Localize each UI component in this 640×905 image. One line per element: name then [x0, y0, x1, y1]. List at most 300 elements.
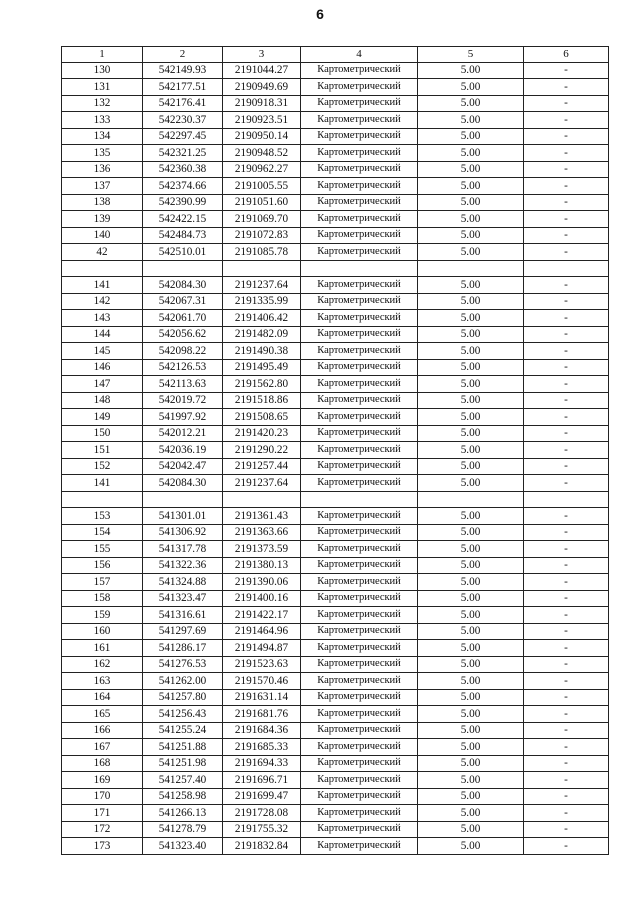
x-coordinate-cell: 542374.66 [143, 178, 223, 195]
accuracy-cell: 5.00 [418, 277, 524, 294]
point-number-cell: 140 [62, 227, 143, 244]
method-cell: Картометрический [301, 277, 418, 294]
table-row [62, 524, 609, 541]
method-cell: Картометрический [301, 161, 418, 178]
y-coordinate-cell: 2191422.17 [223, 607, 301, 624]
table-row [62, 821, 609, 838]
x-coordinate-cell: 542321.25 [143, 145, 223, 162]
x-coordinate-cell: 541317.78 [143, 541, 223, 558]
x-coordinate-cell: 542067.31 [143, 293, 223, 310]
method-cell: Картометрический [301, 772, 418, 789]
y-coordinate-cell: 2191237.64 [223, 277, 301, 294]
table-row [62, 755, 609, 772]
y-coordinate-cell: 2191464.96 [223, 623, 301, 640]
description-cell: - [524, 838, 609, 855]
table-row [62, 574, 609, 591]
method-cell: Картометрический [301, 623, 418, 640]
table-row [62, 359, 609, 376]
table-row [62, 458, 609, 475]
description-cell: - [524, 359, 609, 376]
method-cell: Картометрический [301, 475, 418, 492]
table-row [62, 656, 609, 673]
point-number-cell: 171 [62, 805, 143, 822]
method-cell: Картометрический [301, 541, 418, 558]
y-coordinate-cell: 2190923.51 [223, 112, 301, 129]
accuracy-cell: 5.00 [418, 178, 524, 195]
point-number-cell: 135 [62, 145, 143, 162]
accuracy-cell: 5.00 [418, 508, 524, 525]
accuracy-cell [418, 260, 524, 277]
y-coordinate-cell: 2191631.14 [223, 689, 301, 706]
point-number-cell: 141 [62, 277, 143, 294]
y-coordinate-cell: 2191406.42 [223, 310, 301, 327]
method-cell: Картометрический [301, 656, 418, 673]
table-row [62, 623, 609, 640]
y-coordinate-cell [223, 491, 301, 508]
x-coordinate-cell: 541266.13 [143, 805, 223, 822]
x-coordinate-cell: 541323.47 [143, 590, 223, 607]
x-coordinate-cell: 541256.43 [143, 706, 223, 723]
method-cell: Картометрический [301, 62, 418, 79]
description-cell [524, 260, 609, 277]
x-coordinate-cell [143, 260, 223, 277]
y-coordinate-cell: 2191390.06 [223, 574, 301, 591]
accuracy-cell: 5.00 [418, 359, 524, 376]
y-coordinate-cell: 2191684.36 [223, 722, 301, 739]
table-row [62, 62, 609, 79]
point-number-cell: 157 [62, 574, 143, 591]
point-number-cell: 162 [62, 656, 143, 673]
description-cell: - [524, 623, 609, 640]
y-coordinate-cell: 2190918.31 [223, 95, 301, 112]
accuracy-cell: 5.00 [418, 623, 524, 640]
description-cell: - [524, 178, 609, 195]
y-coordinate-cell: 2191380.13 [223, 557, 301, 574]
accuracy-cell: 5.00 [418, 838, 524, 855]
point-number-cell: 141 [62, 475, 143, 492]
method-cell: Картометрический [301, 112, 418, 129]
point-number-cell: 152 [62, 458, 143, 475]
x-coordinate-cell: 542297.45 [143, 128, 223, 145]
x-coordinate-cell: 541997.92 [143, 409, 223, 426]
accuracy-cell: 5.00 [418, 244, 524, 261]
point-number-cell: 156 [62, 557, 143, 574]
table-row [62, 392, 609, 409]
point-number-cell: 137 [62, 178, 143, 195]
x-coordinate-cell: 541257.80 [143, 689, 223, 706]
point-number-cell: 142 [62, 293, 143, 310]
y-coordinate-cell: 2191290.22 [223, 442, 301, 459]
method-cell: Картометрический [301, 409, 418, 426]
description-cell: - [524, 755, 609, 772]
table-row [62, 161, 609, 178]
description-cell: - [524, 376, 609, 393]
table-row [62, 491, 609, 508]
table-row [62, 326, 609, 343]
accuracy-cell [418, 491, 524, 508]
point-number-cell: 134 [62, 128, 143, 145]
description-cell: - [524, 425, 609, 442]
y-coordinate-cell: 2191072.83 [223, 227, 301, 244]
x-coordinate-cell: 542042.47 [143, 458, 223, 475]
description-cell: - [524, 343, 609, 360]
x-coordinate-cell: 542176.41 [143, 95, 223, 112]
x-coordinate-cell: 542012.21 [143, 425, 223, 442]
x-coordinate-cell: 541316.61 [143, 607, 223, 624]
table-row [62, 260, 609, 277]
y-coordinate-cell: 2191495.49 [223, 359, 301, 376]
x-coordinate-cell: 542036.19 [143, 442, 223, 459]
accuracy-cell: 5.00 [418, 524, 524, 541]
y-coordinate-cell: 2191494.87 [223, 640, 301, 657]
method-cell: Картометрический [301, 607, 418, 624]
header-cell-3: 3 [223, 47, 301, 63]
point-number-cell: 133 [62, 112, 143, 129]
description-cell: - [524, 656, 609, 673]
description-cell: - [524, 211, 609, 228]
point-number-cell: 166 [62, 722, 143, 739]
accuracy-cell: 5.00 [418, 788, 524, 805]
description-cell: - [524, 409, 609, 426]
table-row [62, 409, 609, 426]
x-coordinate-cell: 542390.99 [143, 194, 223, 211]
x-coordinate-cell: 542061.70 [143, 310, 223, 327]
accuracy-cell: 5.00 [418, 475, 524, 492]
point-number-cell: 154 [62, 524, 143, 541]
x-coordinate-cell: 541323.40 [143, 838, 223, 855]
description-cell: - [524, 574, 609, 591]
point-number-cell: 148 [62, 392, 143, 409]
description-cell: - [524, 689, 609, 706]
x-coordinate-cell: 541322.36 [143, 557, 223, 574]
description-cell: - [524, 62, 609, 79]
table-row [62, 145, 609, 162]
header-cell-2: 2 [143, 47, 223, 63]
x-coordinate-cell: 541324.88 [143, 574, 223, 591]
description-cell: - [524, 640, 609, 657]
table-row [62, 95, 609, 112]
table-row [62, 310, 609, 327]
accuracy-cell: 5.00 [418, 310, 524, 327]
accuracy-cell: 5.00 [418, 128, 524, 145]
accuracy-cell: 5.00 [418, 293, 524, 310]
point-number-cell: 132 [62, 95, 143, 112]
accuracy-cell: 5.00 [418, 673, 524, 690]
description-cell: - [524, 673, 609, 690]
description-cell: - [524, 706, 609, 723]
description-cell: - [524, 458, 609, 475]
description-cell: - [524, 128, 609, 145]
accuracy-cell: 5.00 [418, 161, 524, 178]
point-number-cell: 167 [62, 739, 143, 756]
point-number-cell: 164 [62, 689, 143, 706]
accuracy-cell: 5.00 [418, 541, 524, 558]
accuracy-cell: 5.00 [418, 326, 524, 343]
table-row [62, 557, 609, 574]
x-coordinate-cell: 542056.62 [143, 326, 223, 343]
table-row [62, 227, 609, 244]
description-cell: - [524, 508, 609, 525]
x-coordinate-cell: 541257.40 [143, 772, 223, 789]
x-coordinate-cell: 542126.53 [143, 359, 223, 376]
accuracy-cell: 5.00 [418, 145, 524, 162]
y-coordinate-cell: 2191694.33 [223, 755, 301, 772]
method-cell: Картометрический [301, 739, 418, 756]
point-number-cell: 130 [62, 62, 143, 79]
description-cell: - [524, 293, 609, 310]
point-number-cell: 138 [62, 194, 143, 211]
x-coordinate-cell: 541258.98 [143, 788, 223, 805]
x-coordinate-cell: 541301.01 [143, 508, 223, 525]
point-number-cell: 165 [62, 706, 143, 723]
description-cell: - [524, 475, 609, 492]
description-cell: - [524, 326, 609, 343]
table-row [62, 442, 609, 459]
x-coordinate-cell: 542230.37 [143, 112, 223, 129]
accuracy-cell: 5.00 [418, 425, 524, 442]
page-number: 6 [316, 6, 324, 22]
x-coordinate-cell: 542084.30 [143, 277, 223, 294]
table-row [62, 376, 609, 393]
method-cell [301, 491, 418, 508]
y-coordinate-cell: 2191523.63 [223, 656, 301, 673]
y-coordinate-cell: 2191728.08 [223, 805, 301, 822]
method-cell: Картометрический [301, 590, 418, 607]
point-number-cell: 160 [62, 623, 143, 640]
accuracy-cell: 5.00 [418, 442, 524, 459]
point-number-cell: 143 [62, 310, 143, 327]
y-coordinate-cell: 2190950.14 [223, 128, 301, 145]
description-cell: - [524, 722, 609, 739]
point-number-cell [62, 260, 143, 277]
table-row [62, 128, 609, 145]
y-coordinate-cell: 2191420.23 [223, 425, 301, 442]
accuracy-cell: 5.00 [418, 458, 524, 475]
y-coordinate-cell: 2191237.64 [223, 475, 301, 492]
y-coordinate-cell: 2191562.80 [223, 376, 301, 393]
description-cell: - [524, 194, 609, 211]
method-cell: Картометрический [301, 359, 418, 376]
point-number-cell: 163 [62, 673, 143, 690]
y-coordinate-cell: 2191363.66 [223, 524, 301, 541]
y-coordinate-cell: 2191005.55 [223, 178, 301, 195]
point-number-cell: 139 [62, 211, 143, 228]
point-number-cell: 170 [62, 788, 143, 805]
point-number-cell: 159 [62, 607, 143, 624]
description-cell: - [524, 442, 609, 459]
method-cell: Картометрический [301, 425, 418, 442]
point-number-cell: 136 [62, 161, 143, 178]
x-coordinate-cell: 541262.00 [143, 673, 223, 690]
table-row [62, 590, 609, 607]
x-coordinate-cell: 542177.51 [143, 79, 223, 96]
point-number-cell: 168 [62, 755, 143, 772]
method-cell: Картометрический [301, 838, 418, 855]
table-row [62, 293, 609, 310]
description-cell: - [524, 79, 609, 96]
description-cell: - [524, 227, 609, 244]
accuracy-cell: 5.00 [418, 392, 524, 409]
x-coordinate-cell: 542510.01 [143, 244, 223, 261]
accuracy-cell: 5.00 [418, 607, 524, 624]
x-coordinate-cell: 542422.15 [143, 211, 223, 228]
accuracy-cell: 5.00 [418, 376, 524, 393]
accuracy-cell: 5.00 [418, 739, 524, 756]
y-coordinate-cell: 2191373.59 [223, 541, 301, 558]
description-cell: - [524, 557, 609, 574]
x-coordinate-cell: 542360.38 [143, 161, 223, 178]
x-coordinate-cell: 541297.69 [143, 623, 223, 640]
x-coordinate-cell: 542019.72 [143, 392, 223, 409]
method-cell: Картометрический [301, 79, 418, 96]
point-number-cell: 131 [62, 79, 143, 96]
x-coordinate-cell: 541276.53 [143, 656, 223, 673]
x-coordinate-cell: 541251.98 [143, 755, 223, 772]
point-number-cell: 42 [62, 244, 143, 261]
description-cell: - [524, 805, 609, 822]
table-row [62, 607, 609, 624]
method-cell: Картометрический [301, 326, 418, 343]
y-coordinate-cell: 2191400.16 [223, 590, 301, 607]
method-cell: Картометрический [301, 673, 418, 690]
method-cell: Картометрический [301, 805, 418, 822]
accuracy-cell: 5.00 [418, 112, 524, 129]
x-coordinate-cell: 542484.73 [143, 227, 223, 244]
accuracy-cell: 5.00 [418, 772, 524, 789]
accuracy-cell: 5.00 [418, 227, 524, 244]
header-cell-4: 4 [301, 47, 418, 63]
point-number-cell: 153 [62, 508, 143, 525]
y-coordinate-cell: 2191257.44 [223, 458, 301, 475]
table-row [62, 541, 609, 558]
method-cell: Картометрический [301, 178, 418, 195]
table-header [62, 47, 609, 63]
header-cell-5: 5 [418, 47, 524, 63]
method-cell: Картометрический [301, 508, 418, 525]
accuracy-cell: 5.00 [418, 805, 524, 822]
header-cell-1: 1 [62, 47, 143, 63]
accuracy-cell: 5.00 [418, 722, 524, 739]
method-cell: Картометрический [301, 392, 418, 409]
accuracy-cell: 5.00 [418, 821, 524, 838]
table-row [62, 194, 609, 211]
description-cell: - [524, 590, 609, 607]
x-coordinate-cell: 542113.63 [143, 376, 223, 393]
table-row [62, 838, 609, 855]
accuracy-cell: 5.00 [418, 343, 524, 360]
method-cell: Картометрический [301, 788, 418, 805]
description-cell: - [524, 161, 609, 178]
description-cell: - [524, 145, 609, 162]
method-cell: Картометрический [301, 755, 418, 772]
y-coordinate-cell: 2190948.52 [223, 145, 301, 162]
point-number-cell: 151 [62, 442, 143, 459]
x-coordinate-cell: 541255.24 [143, 722, 223, 739]
y-coordinate-cell: 2191570.46 [223, 673, 301, 690]
point-number-cell: 150 [62, 425, 143, 442]
y-coordinate-cell: 2191335.99 [223, 293, 301, 310]
table-row [62, 79, 609, 96]
y-coordinate-cell: 2190962.27 [223, 161, 301, 178]
y-coordinate-cell [223, 260, 301, 277]
accuracy-cell: 5.00 [418, 409, 524, 426]
accuracy-cell: 5.00 [418, 194, 524, 211]
point-number-cell: 158 [62, 590, 143, 607]
table-row [62, 689, 609, 706]
x-coordinate-cell: 542149.93 [143, 62, 223, 79]
point-number-cell: 149 [62, 409, 143, 426]
table-row [62, 739, 609, 756]
table-row [62, 673, 609, 690]
point-number-cell: 169 [62, 772, 143, 789]
y-coordinate-cell: 2191069.70 [223, 211, 301, 228]
description-cell: - [524, 524, 609, 541]
method-cell: Картометрический [301, 244, 418, 261]
accuracy-cell: 5.00 [418, 79, 524, 96]
table-row [62, 772, 609, 789]
y-coordinate-cell: 2191685.33 [223, 739, 301, 756]
x-coordinate-cell: 541278.79 [143, 821, 223, 838]
accuracy-cell: 5.00 [418, 590, 524, 607]
point-number-cell: 146 [62, 359, 143, 376]
table-row [62, 706, 609, 723]
description-cell: - [524, 244, 609, 261]
method-cell: Картометрический [301, 722, 418, 739]
description-cell: - [524, 788, 609, 805]
y-coordinate-cell: 2190949.69 [223, 79, 301, 96]
point-number-cell [62, 491, 143, 508]
method-cell: Картометрический [301, 343, 418, 360]
description-cell: - [524, 541, 609, 558]
accuracy-cell: 5.00 [418, 689, 524, 706]
y-coordinate-cell: 2191518.86 [223, 392, 301, 409]
y-coordinate-cell: 2191681.76 [223, 706, 301, 723]
y-coordinate-cell: 2191696.71 [223, 772, 301, 789]
method-cell: Картометрический [301, 310, 418, 327]
header-cell-6: 6 [524, 47, 609, 63]
description-cell: - [524, 112, 609, 129]
table-row [62, 508, 609, 525]
description-cell: - [524, 310, 609, 327]
method-cell: Картометрический [301, 211, 418, 228]
table-row [62, 722, 609, 739]
accuracy-cell: 5.00 [418, 557, 524, 574]
method-cell: Картометрический [301, 145, 418, 162]
description-cell [524, 491, 609, 508]
description-cell: - [524, 277, 609, 294]
point-number-cell: 161 [62, 640, 143, 657]
y-coordinate-cell: 2191508.65 [223, 409, 301, 426]
y-coordinate-cell: 2191361.43 [223, 508, 301, 525]
point-number-cell: 145 [62, 343, 143, 360]
table-row [62, 112, 609, 129]
description-cell: - [524, 821, 609, 838]
method-cell: Картометрический [301, 640, 418, 657]
point-number-cell: 155 [62, 541, 143, 558]
method-cell: Картометрический [301, 194, 418, 211]
accuracy-cell: 5.00 [418, 211, 524, 228]
point-number-cell: 173 [62, 838, 143, 855]
method-cell: Картометрический [301, 128, 418, 145]
header-row [62, 47, 609, 63]
x-coordinate-cell: 541251.88 [143, 739, 223, 756]
point-number-cell: 172 [62, 821, 143, 838]
accuracy-cell: 5.00 [418, 640, 524, 657]
table-row [62, 178, 609, 195]
accuracy-cell: 5.00 [418, 574, 524, 591]
x-coordinate-cell: 541286.17 [143, 640, 223, 657]
y-coordinate-cell: 2191482.09 [223, 326, 301, 343]
